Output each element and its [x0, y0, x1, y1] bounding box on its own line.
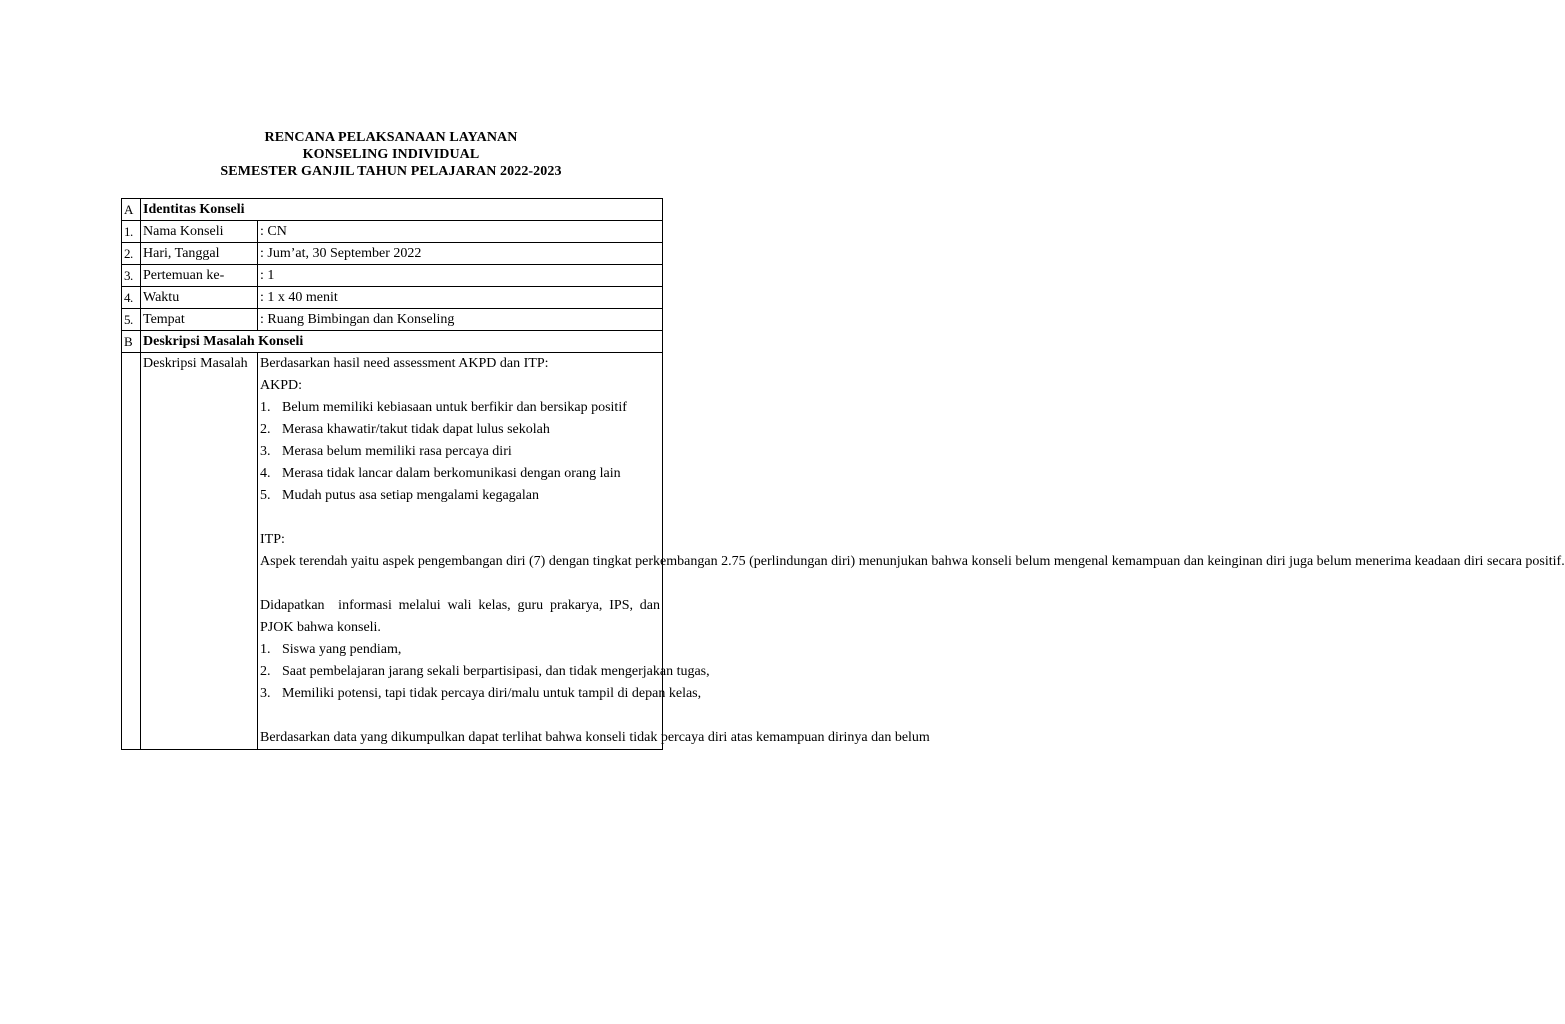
- document-title: [0, 129, 782, 180]
- wali-item-text: Saat pembelajaran jarang sekali berpartisipasi, dan tidak mengerjakan tugas,: [282, 664, 710, 679]
- wali-item-number: 2.: [260, 664, 271, 679]
- plan-table: [121, 198, 1565, 750]
- description-intro: Berdasarkan hasil need assessment AKPD dan ITP:: [260, 356, 549, 371]
- identity-row-value: : Jum’at, 30 September 2022: [258, 243, 663, 265]
- akpd-list-item: [260, 485, 660, 507]
- wali-item-text: Siswa yang pendiam,: [282, 642, 402, 657]
- identity-row-label: Pertemuan ke-: [141, 265, 258, 287]
- paragraph-gap: [260, 573, 660, 595]
- section-b-header-row: [122, 331, 663, 353]
- wali-item-text: Memiliki potensi, tapi tidak percaya diri/malu untuk tampil di depan kelas,: [282, 686, 702, 701]
- akpd-item-number: 4.: [260, 466, 271, 481]
- akpd-item-number: 1.: [260, 400, 271, 415]
- wali-list-item: [260, 639, 660, 661]
- identity-row-number: 3.: [122, 265, 141, 287]
- identity-row-value: : CN: [258, 221, 663, 243]
- identity-row: [122, 309, 663, 331]
- itp-label: ITP:: [260, 532, 285, 547]
- akpd-label: AKPD:: [260, 378, 303, 393]
- wali-list-item: [260, 683, 702, 705]
- wali-item-number: 1.: [260, 642, 271, 657]
- akpd-item-text: Belum memiliki kebiasaan untuk berfikir dan bersikap positif: [282, 400, 627, 415]
- akpd-item-text: Merasa tidak lancar dalam berkomunikasi dengan orang lain: [282, 466, 621, 481]
- identity-row-label: Tempat: [141, 309, 258, 331]
- section-a-heading: Identitas Konseli: [141, 199, 663, 221]
- wali-item-number: 3.: [260, 686, 271, 701]
- title-line-3: SEMESTER GANJIL TAHUN PELAJARAN 2022-2023: [220, 164, 562, 179]
- section-a-header-row: [122, 199, 663, 221]
- akpd-list-item: [260, 441, 660, 463]
- description-content: [258, 353, 1565, 750]
- description-empty-cell: [122, 353, 141, 750]
- section-b-letter: B: [122, 331, 141, 353]
- paragraph-gap: [260, 507, 660, 529]
- identity-row-value: : Ruang Bimbingan dan Konseling: [258, 309, 663, 331]
- wali-list-item: [260, 661, 710, 683]
- identity-row-value: : 1: [258, 265, 663, 287]
- identity-row: [122, 221, 663, 243]
- akpd-item-number: 2.: [260, 422, 271, 437]
- identity-row-number: 1.: [122, 221, 141, 243]
- akpd-list-item: [260, 397, 660, 419]
- identity-row-label: Waktu: [141, 287, 258, 309]
- identity-row-number: 5.: [122, 309, 141, 331]
- section-a-letter: A: [122, 199, 141, 221]
- paragraph-gap: [260, 705, 660, 727]
- akpd-item-text: Merasa belum memiliki rasa percaya diri: [282, 444, 512, 459]
- akpd-item-text: Mudah putus asa setiap mengalami kegagalan: [282, 488, 539, 503]
- description-label: Deskripsi Masalah: [141, 353, 258, 750]
- identity-row-number: 4.: [122, 287, 141, 309]
- conclusion-paragraph: Berdasarkan data yang dikumpulkan dapat terlihat bahwa konseli tidak percaya diri atas kemampuan dirinya dan belum: [260, 730, 930, 745]
- description-row: [122, 353, 663, 750]
- title-line-2: KONSELING INDIVIDUAL: [302, 147, 480, 162]
- akpd-list-item: [260, 463, 660, 485]
- wali-paragraph: Didapatkan informasi melalui wali kelas, guru prakarya, IPS, dan PJOK bahwa konseli.: [260, 598, 664, 635]
- identity-row: [122, 287, 663, 309]
- akpd-item-text: Merasa khawatir/takut tidak dapat lulus sekolah: [282, 422, 550, 437]
- section-b-heading: Deskripsi Masalah Konseli: [141, 331, 663, 353]
- akpd-item-number: 5.: [260, 488, 271, 503]
- identity-row-label: Nama Konseli: [141, 221, 258, 243]
- identity-row: [122, 243, 663, 265]
- akpd-list-item: [260, 419, 660, 441]
- title-line-1: RENCANA PELAKSANAAN LAYANAN: [264, 130, 518, 145]
- identity-row-number: 2.: [122, 243, 141, 265]
- akpd-item-number: 3.: [260, 444, 271, 459]
- identity-row: [122, 265, 663, 287]
- itp-paragraph: Aspek terendah yaitu aspek pengembangan diri (7) dengan tingkat perkembangan 2.75 (perlindungan diri) menunjukan bahwa konseli belum mengenal kemampuan dan keinginan diri juga belum menerima keadaan diri secara positif.: [260, 554, 1565, 569]
- identity-row-value: : 1 x 40 menit: [258, 287, 663, 309]
- identity-row-label: Hari, Tanggal: [141, 243, 258, 265]
